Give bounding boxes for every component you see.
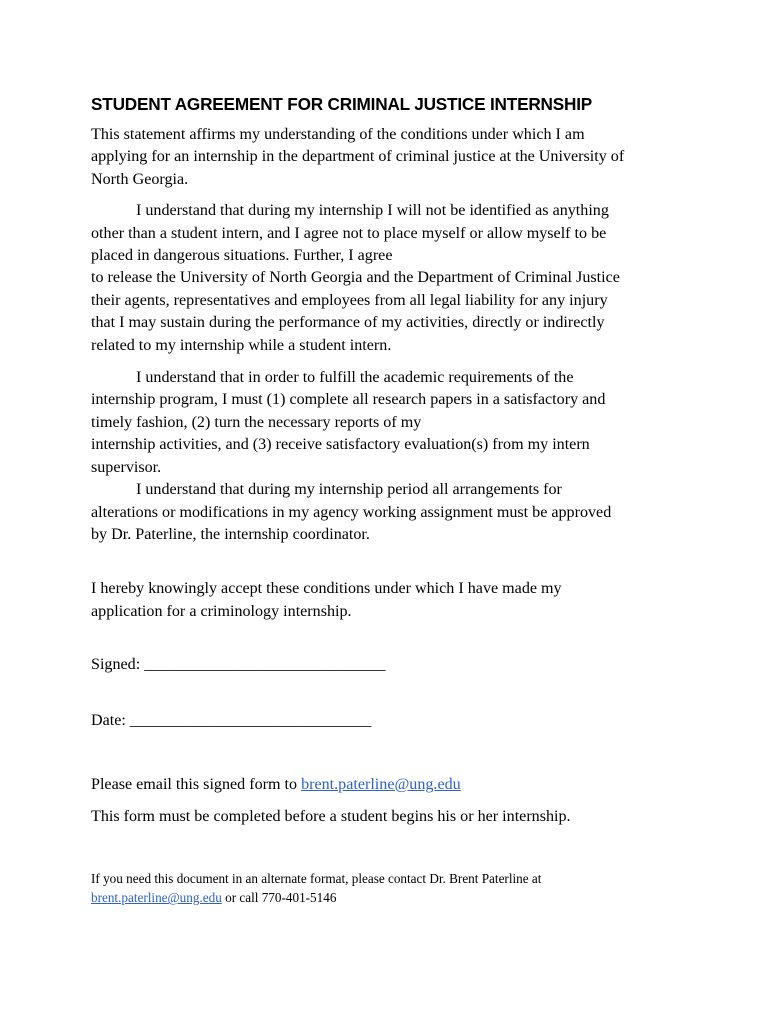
- acceptance-line: application for a criminology internship.: [91, 602, 352, 620]
- liability-line: placed in dangerous situations. Further, I agree: [91, 247, 393, 265]
- modifications-line: I understand that during my internship period all arrangements for: [136, 481, 562, 499]
- intro-line: applying for an internship in the department of criminal justice at the University of: [91, 148, 625, 166]
- intro-paragraph: [91, 124, 691, 191]
- completion-note: [91, 806, 691, 828]
- liability-paragraph: [91, 200, 691, 357]
- footer-email-link[interactable]: brent.paterline@ung.edu: [91, 890, 222, 906]
- email-instruction-text: Please email this signed form to: [91, 775, 302, 793]
- requirements-paragraph: [91, 367, 691, 479]
- acceptance-paragraph: [91, 578, 691, 623]
- date-field[interactable]: [91, 710, 691, 732]
- footer-note: [91, 869, 691, 908]
- requirements-line: timely fashion, (2) turn the necessary reports of my: [91, 413, 422, 431]
- intro-line: This statement affirms my understanding of the conditions under which I am: [91, 126, 585, 143]
- requirements-line: internship program, I must (1) complete all research papers in a satisfactory and: [91, 391, 606, 409]
- liability-line: I understand that during my internship I will not be identified as anything: [136, 202, 609, 220]
- liability-line: their agents, representatives and employees from all legal liability for any injury: [91, 291, 608, 309]
- footer-line: If you need this document in an alternate format, please contact Dr. Brent Paterline at: [91, 870, 542, 886]
- intro-line: North Georgia.: [91, 170, 189, 188]
- modifications-line: by Dr. Paterline, the internship coordinator.: [91, 525, 370, 543]
- acceptance-line: I hereby knowingly accept these conditions under which I have made my: [91, 580, 562, 598]
- modifications-line: alterations or modifications in my agency working assignment must be approved: [91, 503, 612, 521]
- requirements-line: I understand that in order to fulfill the academic requirements of the: [136, 369, 574, 387]
- document-title: STUDENT AGREEMENT FOR CRIMINAL JUSTICE INTERNSHIP: [91, 94, 593, 114]
- liability-line: other than a student intern, and I agree not to place myself or allow myself to be: [91, 224, 607, 242]
- liability-line: related to my internship while a student intern.: [91, 336, 392, 354]
- email-instruction: [91, 774, 691, 796]
- signature-field[interactable]: [91, 654, 691, 676]
- requirements-line: supervisor.: [91, 458, 162, 476]
- date-label: Date: ______________________________: [91, 711, 372, 729]
- document-page: [91, 92, 691, 908]
- footer-phone-text: or call 770-401-5146: [221, 890, 337, 906]
- signature-label: Signed: ______________________________: [91, 656, 386, 674]
- email-link[interactable]: brent.paterline@ung.edu: [301, 775, 461, 793]
- liability-line: that I may sustain during the performance of my activities, directly or indirectly: [91, 314, 605, 332]
- modifications-paragraph: [91, 479, 691, 546]
- liability-line: to release the University of North Georgia and the Department of Criminal Justice: [91, 269, 620, 287]
- requirements-line: internship activities, and (3) receive satisfactory evaluation(s) from my intern: [91, 436, 590, 454]
- completion-note-text: This form must be completed before a student begins his or her internship.: [91, 808, 571, 826]
